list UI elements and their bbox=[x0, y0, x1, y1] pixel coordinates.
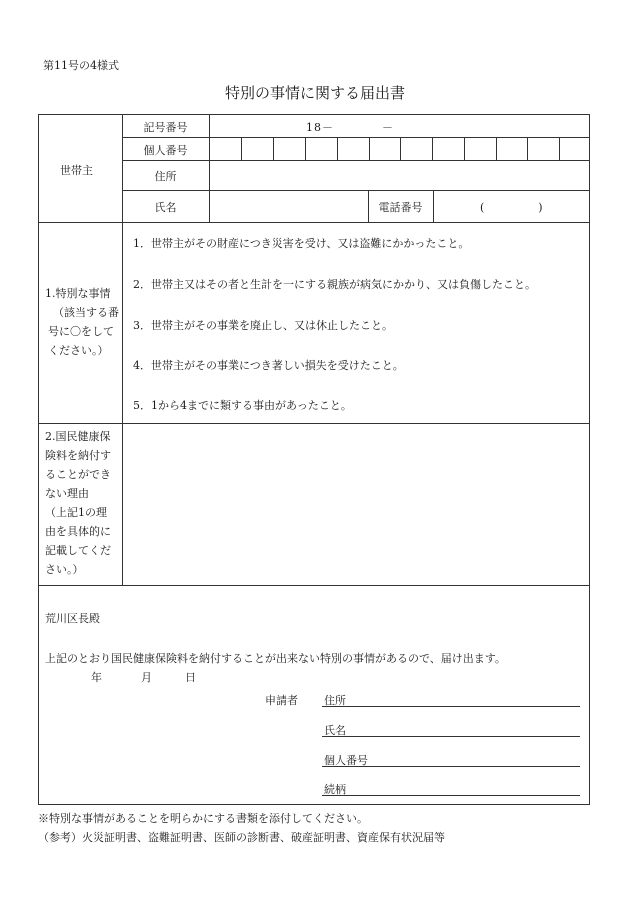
digit-box-divider bbox=[337, 137, 338, 160]
date-day[interactable]: 日 bbox=[185, 671, 196, 684]
column-divider bbox=[122, 114, 123, 585]
section2-label-line: 記載してくだ bbox=[45, 544, 111, 557]
date-month[interactable]: 月 bbox=[141, 671, 152, 684]
applicant-name-field[interactable] bbox=[322, 722, 580, 737]
digit-box-divider bbox=[432, 137, 433, 160]
section-divider bbox=[38, 423, 590, 424]
form-number: 第11号の4様式 bbox=[43, 59, 119, 72]
attachment-note: ※特別な事情があることを明らかにする書類を添付してください。 bbox=[38, 812, 368, 825]
special-circumstance-item[interactable]: 3．世帯主がその事業を廃止し、又は休止したこと。 bbox=[133, 319, 393, 332]
section2-label-line: ない理由 bbox=[45, 487, 89, 500]
digit-box-divider bbox=[305, 137, 306, 160]
section1-label-line: （該当する番 bbox=[53, 306, 119, 319]
column-divider bbox=[433, 190, 434, 222]
section2-label-line: さい。） bbox=[45, 563, 84, 576]
digit-box-divider bbox=[464, 137, 465, 160]
section2-label-line: ることができ bbox=[45, 468, 111, 481]
digit-box-divider bbox=[527, 137, 528, 160]
household-head-label: 世帯主 bbox=[60, 164, 93, 177]
phone-value[interactable]: ( ) bbox=[480, 201, 545, 214]
section2-label bbox=[45, 427, 111, 579]
applicant-individual-number-field[interactable] bbox=[322, 752, 580, 767]
name-label: 氏名 bbox=[154, 201, 177, 214]
section-divider bbox=[38, 585, 590, 586]
symbol-number-value[interactable]: 18－ － bbox=[306, 121, 394, 134]
digit-box-divider bbox=[400, 137, 401, 160]
digit-box-divider bbox=[273, 137, 274, 160]
symbol-number-label: 記号番号 bbox=[143, 121, 188, 134]
applicant-address-field[interactable] bbox=[322, 692, 580, 707]
declaration-text: 上記のとおり国民健康保険料を納付することが出来ない特別の事情があるので、届け出ます。 bbox=[45, 652, 506, 665]
row-divider bbox=[122, 160, 590, 161]
section1-label-line: 1.特別な事情 bbox=[45, 287, 111, 300]
digit-box-divider bbox=[369, 137, 370, 160]
special-circumstance-item[interactable]: 4．世帯主がその事業につき著しい損失を受けたこと。 bbox=[133, 359, 404, 372]
section2-label-line: 由を具体的に bbox=[45, 525, 111, 538]
section2-label-line: （上記1の理 bbox=[45, 506, 107, 519]
section2-label-line: 険料を納付す bbox=[45, 449, 111, 462]
section2-label-line: 2.国民健康保 bbox=[45, 430, 111, 443]
section1-label-line: 号に〇をして bbox=[48, 325, 114, 338]
applicant-name-label: 氏名 bbox=[324, 724, 346, 737]
digit-box-divider bbox=[496, 137, 497, 160]
special-circumstance-item[interactable]: 1．世帯主がその財産につき災害を受け、又は盗難にかかったこと。 bbox=[133, 237, 470, 250]
applicant-label: 申請者 bbox=[265, 694, 298, 707]
row-divider bbox=[122, 137, 590, 138]
phone-label: 電話番号 bbox=[378, 201, 423, 214]
date-year[interactable]: 年 bbox=[91, 671, 102, 684]
applicant-relationship-field[interactable] bbox=[322, 781, 580, 796]
reason-text-area[interactable] bbox=[124, 425, 588, 583]
address-label: 住所 bbox=[154, 170, 177, 183]
applicant-address-label: 住所 bbox=[324, 694, 346, 707]
page-title: 特別の事情に関する届出書 bbox=[224, 84, 405, 102]
addressee: 荒川区長殿 bbox=[45, 612, 100, 625]
column-divider bbox=[209, 114, 210, 222]
applicant-individual-number-label: 個人番号 bbox=[324, 754, 368, 767]
section1-label bbox=[45, 284, 119, 360]
section-divider bbox=[38, 222, 590, 223]
special-circumstance-item[interactable]: 2．世帯主又はその者と生計を一にする親族が病気にかかり、又は負傷したこと。 bbox=[133, 278, 536, 291]
individual-number-label: 個人番号 bbox=[143, 144, 188, 157]
reference-note: （参考）火災証明書、盗難証明書、医師の診断書、破産証明書、資産保有状況届等 bbox=[38, 831, 445, 844]
section1-label-line: ください。） bbox=[48, 344, 109, 357]
applicant-relationship-label: 続柄 bbox=[324, 783, 346, 796]
row-divider bbox=[122, 190, 590, 191]
digit-box-divider bbox=[241, 137, 242, 160]
special-circumstance-item[interactable]: 5．1から4までに類する事由があったこと。 bbox=[133, 399, 352, 412]
digit-box-divider bbox=[559, 137, 560, 160]
